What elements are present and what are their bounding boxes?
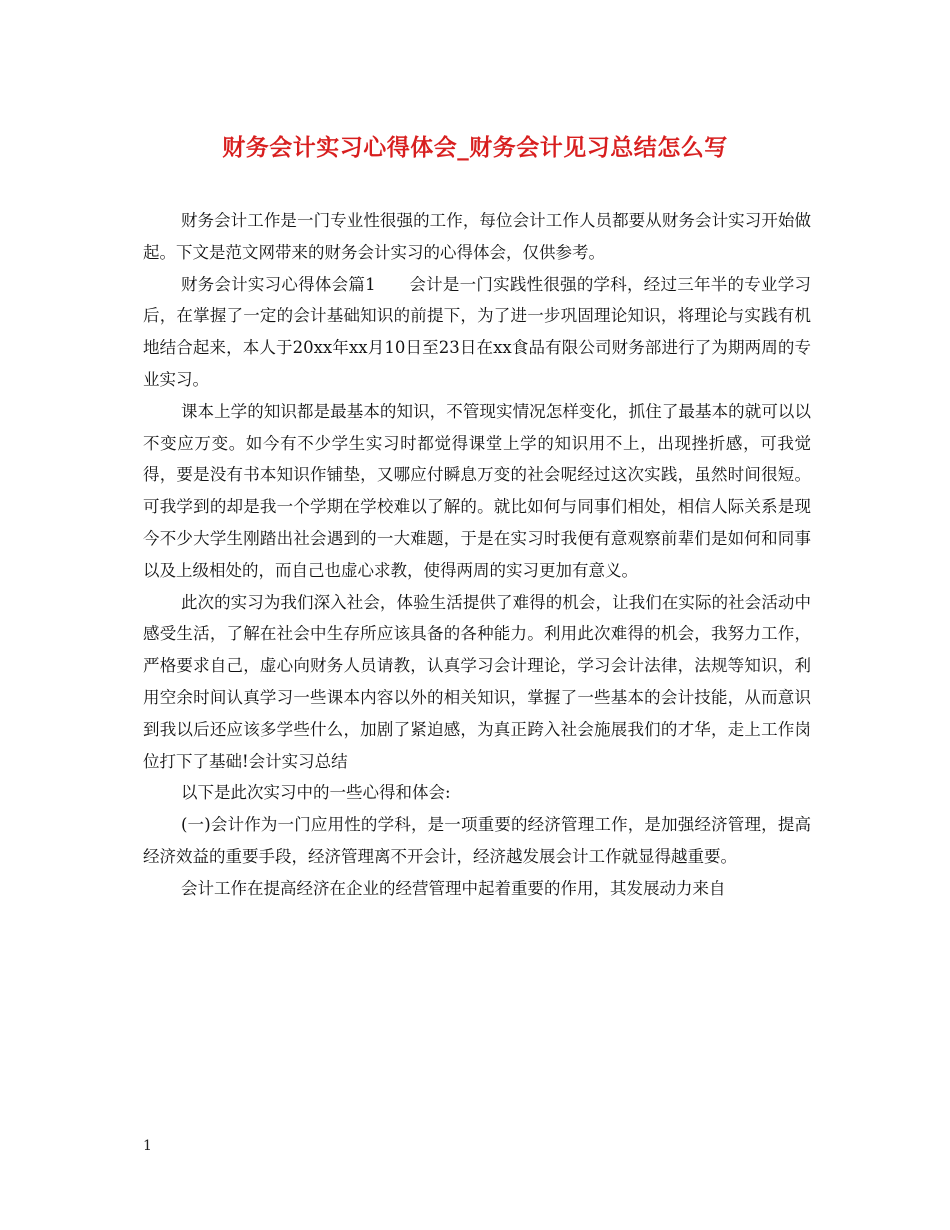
page-number: 1 bbox=[143, 1138, 152, 1154]
document-title: 财务会计实习心得体会_财务会计见习总结怎么写 bbox=[222, 134, 728, 161]
paragraph-experiences-intro: 以下是此次实习中的一些心得和体会: bbox=[180, 783, 451, 803]
paragraph-accounting-role: 会计工作在提高经济在企业的经营管理中起着重要的作用，其发展动力来自 bbox=[180, 878, 726, 898]
paragraph-textbook-knowledge: 课本上学的知识都是最基本的知识，不管现实情况怎样变化，抓住了最基本的就可以以不变应万变。如今有不少学生实习时都觉得课堂上学的知识用不上，出现挫折感，可我觉得，要是没有书本知识作铺垫，又哪应付瞬息万变的社会呢经过这次实践，虽然时间很短。可我学到的却是我一个学期在学校难以了解的。就比如何与同事们相处，相信人际关系是现今不少大学生刚踏出社会遇到的一大难题，于是在实习时我便有意观察前辈们是如何和同事以及上级相处的，而自己也虚心求教，使得两周的实习更加有意义。 bbox=[143, 401, 811, 580]
paragraph-part1: 财务会计实习心得体会篇1 会计是一门实践性很强的学科，经过三年半的专业学习后，在掌握了一定的会计基础知识的前提下，为了进一步巩固理论知识，将理论与实践有机地结合起来，本人于20xx年xx月10日至23日在xx食品有限公司财务部进行了为期两周的专业实习。 bbox=[143, 274, 811, 389]
document-body bbox=[143, 205, 811, 905]
paragraph-intro: 财务会计工作是一门专业性很强的工作，每位会计工作人员都要从财务会计实习开始做起。下文是范文网带来的财务会计实习的心得体会，仅供参考。 bbox=[143, 211, 811, 262]
paragraph-internship-opportunity: 此次的实习为我们深入社会，体验生活提供了难得的机会，让我们在实际的社会活动中感受生活，了解在社会中生存所应该具备的各种能力。利用此次难得的机会，我努力工作，严格要求自己，虚心向财务人员请教，认真学习会计理论，学习会计法律，法规等知识，利用空余时间认真学习一些课本内容以外的相关知识，掌握了一些基本的会计技能，从而意识到我以后还应该多学些什么，加剧了紧迫感，为真正跨入社会施展我们的才华，走上工作岗位打下了基础!会计实习总结 bbox=[143, 592, 811, 771]
paragraph-point-one: (一)会计作为一门应用性的学科，是一项重要的经济管理工作，是加强经济管理，提高经济效益的重要手段，经济管理离不开会计，经济越发展会计工作就显得越重要。 bbox=[143, 815, 811, 866]
